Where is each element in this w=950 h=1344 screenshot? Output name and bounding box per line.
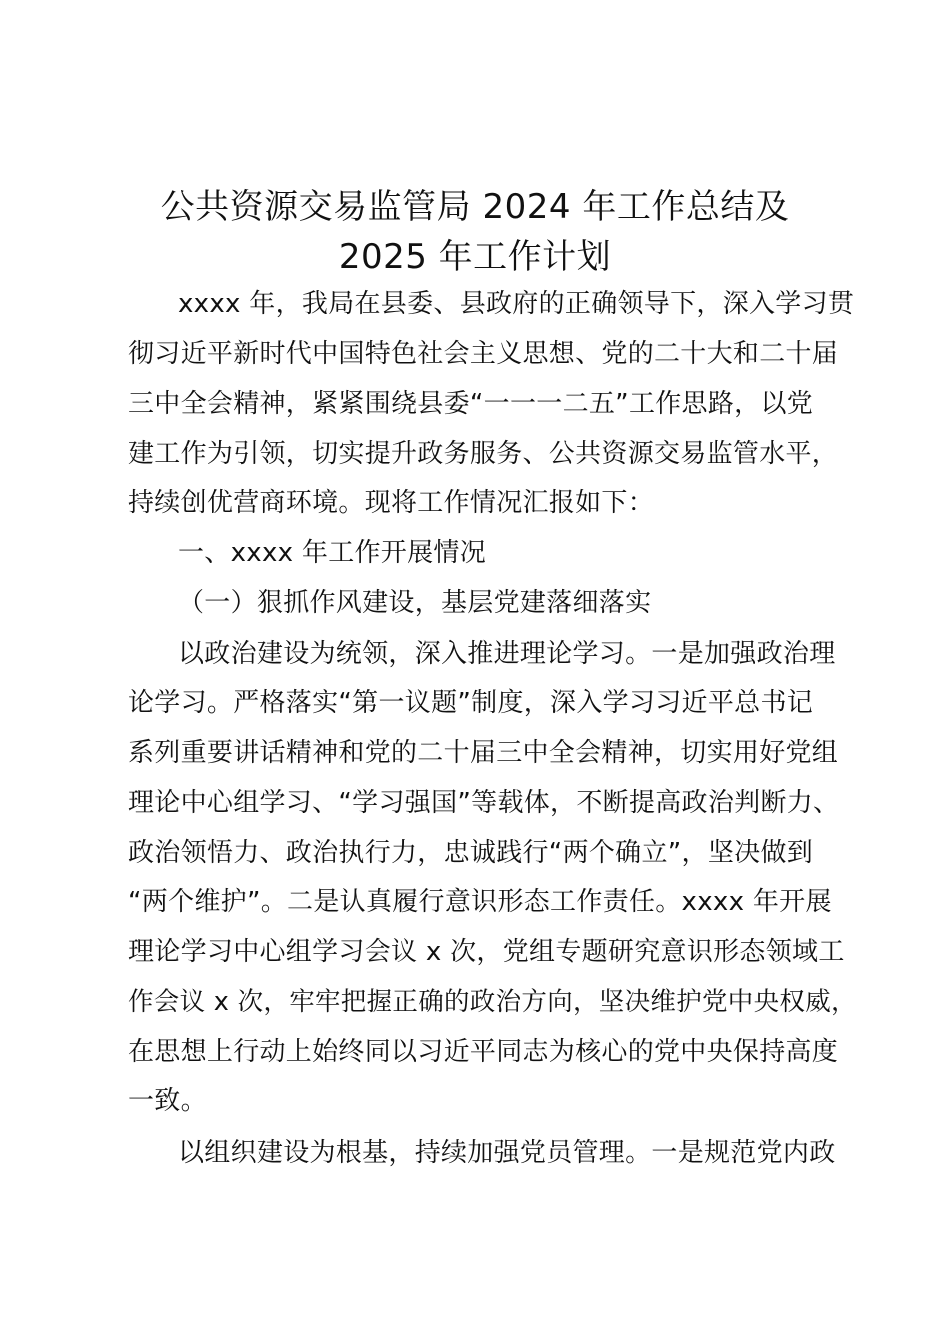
- paragraph-line: 一致。: [128, 1086, 207, 1116]
- paragraph-line: 政治领悟力、政治执行力，忠诚践行“两个确立”，坚决做到: [128, 838, 814, 868]
- paragraph-line: 持续创优营商环境。现将工作情况汇报如下：: [128, 488, 655, 518]
- paragraph-line: 论学习。严格落实“第一议题”制度，深入学习习近平总书记: [128, 688, 814, 718]
- paragraph-line: 在思想上行动上始终同以习近平同志为核心的党中央保持高度: [128, 1037, 839, 1067]
- paragraph-line: 理论学习中心组学习会议 x 次，党组专题研究意识形态领域工: [128, 937, 845, 967]
- document-title-line-1: 公共资源交易监管局 2024 年工作总结及: [160, 187, 790, 227]
- paragraph-line: 系列重要讲话精神和党的二十届三中全会精神，切实用好党组: [128, 738, 839, 768]
- paragraph-line: 以政治建设为统领，深入推进理论学习。一是加强政治理: [178, 639, 836, 669]
- paragraph-line: 理论中心组学习、“学习强国”等载体，不断提高政治判断力、: [128, 788, 840, 818]
- paragraph-line: 建工作为引领，切实提升政务服务、公共资源交易监管水平，: [128, 439, 839, 469]
- paragraph-line: 三中全会精神，紧紧围绕县委“一一一二五”工作思路，以党: [128, 389, 814, 419]
- paragraph-line: “两个维护”。二是认真履行意识形态工作责任。xxxx 年开展: [128, 887, 832, 917]
- paragraph-line: 以组织建设为根基，持续加强党员管理。一是规范党内政: [178, 1138, 836, 1168]
- section-heading: 一、xxxx 年工作开展情况: [178, 538, 487, 568]
- document-title-line-2: 2025 年工作计划: [338, 237, 612, 277]
- paragraph-line: 彻习近平新时代中国特色社会主义思想、党的二十大和二十届: [128, 339, 839, 369]
- paragraph-line: 作会议 x 次，牢牢把握正确的政治方向，坚决维护党中央权威，: [128, 987, 857, 1017]
- subsection-heading: （一）狠抓作风建设，基层党建落细落实: [178, 588, 652, 618]
- paragraph-line: xxxx 年，我局在县委、县政府的正确领导下，深入学习贯: [178, 289, 855, 319]
